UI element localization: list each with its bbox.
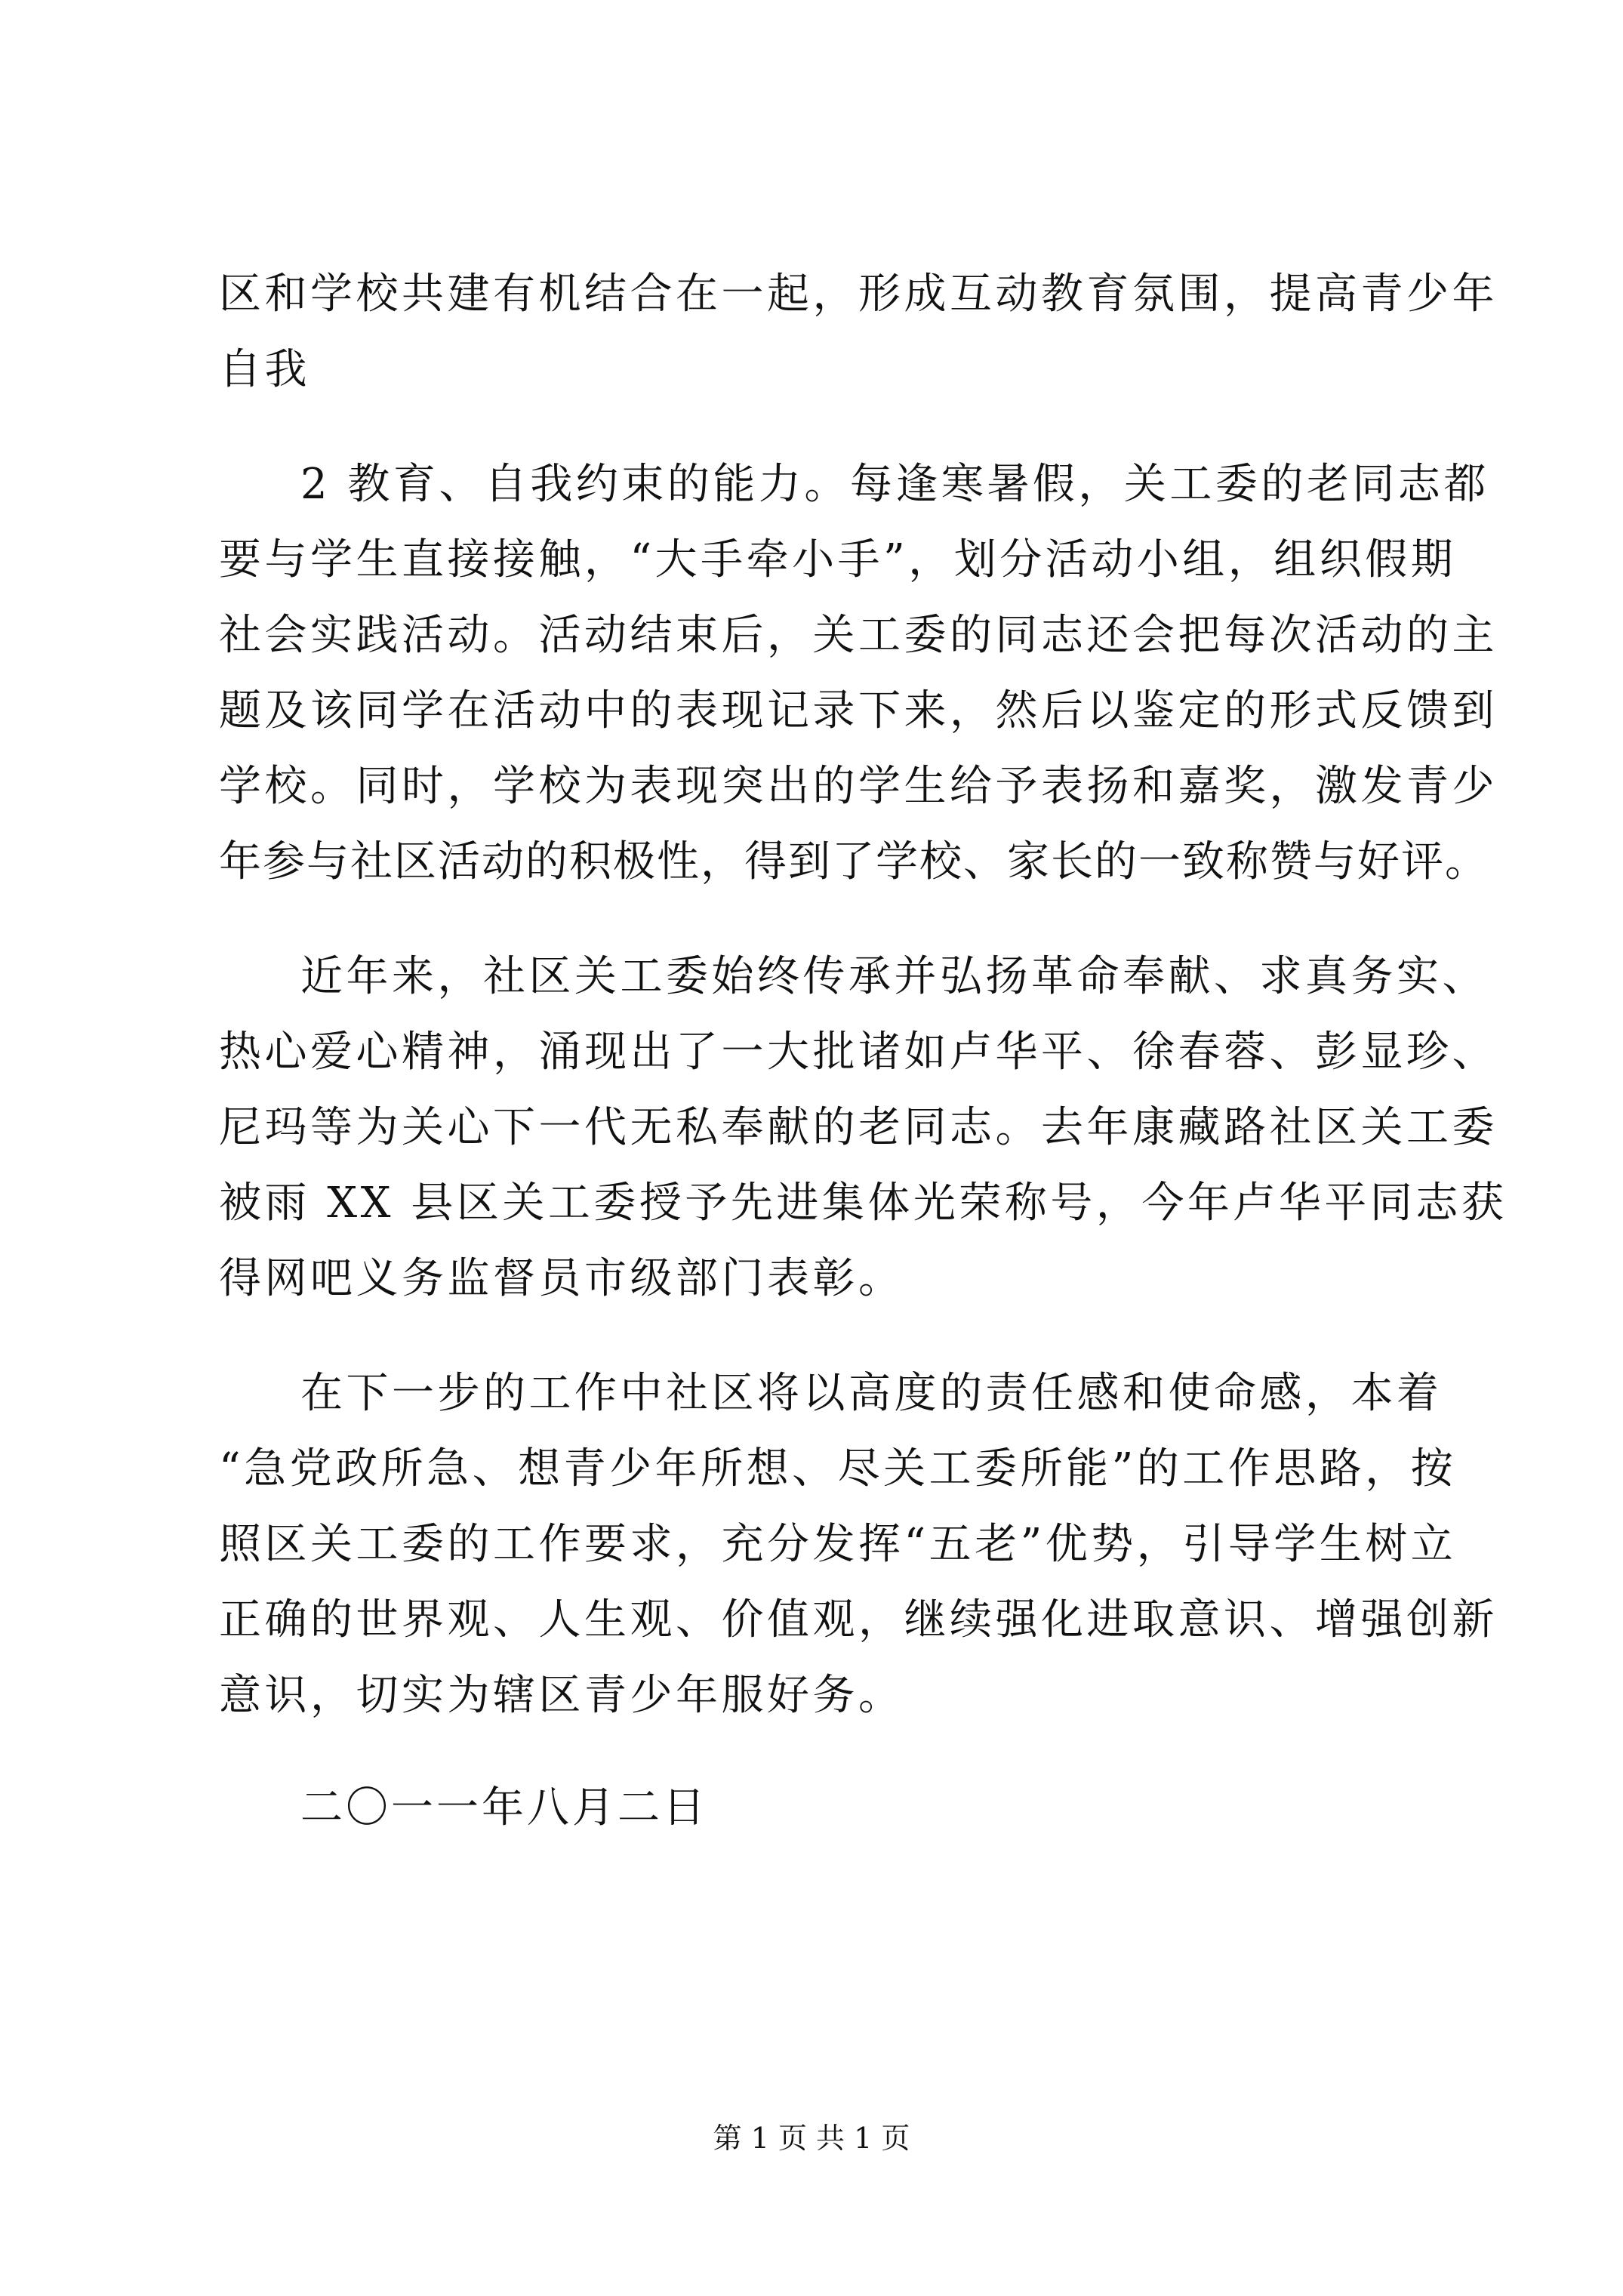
text-line: 热心爱心精神，涌现出了一大批诸如卢华平、徐春蓉、彭显珍、 [219, 1028, 1498, 1077]
text-line: 要与学生直接接触，“大手牵小手”，划分活动小组，组织假期 [219, 535, 1457, 584]
text-line: 近年来，社区关工委始终传承并弘扬革命奉献、求真务实、 [300, 952, 1488, 1001]
text-line: 照区关工委的工作要求，充分发挥“五老”优势，引导学生树立 [219, 1520, 1457, 1569]
text-line: 区和学校共建有机结合在一起，形成互动教育氛围，提高青少年 [219, 270, 1498, 319]
text-line: 题及该同学在活动中的表现记录下来，然后以鉴定的形式反馈到 [219, 686, 1498, 735]
document-date: 二〇一一年八月二日 [300, 1783, 708, 1832]
text-line: 学校。同时，学校为表现突出的学生给予表扬和嘉奖，激发青少 [219, 762, 1498, 811]
text-line: 社会实践活动。活动结束后，关工委的同志还会把每次活动的主 [219, 611, 1498, 660]
text-line: 年参与社区活动的积极性，得到了学校、家长的一致称赞与好评。 [219, 837, 1489, 886]
text-line: 得网吧义务监督员市级部门表彰。 [219, 1254, 904, 1303]
text-line: 正确的世界观、人生观、价值观，继续强化进取意识、增强创新 [219, 1595, 1498, 1644]
text-line: 自我 [219, 345, 310, 394]
text-line: “急党政所急、想青少年所想、尽关工委所能”的工作思路，按 [219, 1444, 1457, 1493]
text-line: 尼玛等为关心下一代无私奉献的老同志。去年康藏路社区关工委 [219, 1103, 1498, 1152]
text-line: 2 教育、自我约束的能力。每逢寒暑假，关工委的老同志都 [300, 460, 1489, 509]
document-body [219, 257, 1508, 1734]
text-line: 被雨 XX 县区关工委授予先进集体光荣称号，今年卢华平同志获 [219, 1179, 1508, 1228]
text-line: 意识，切实为辖区青少年服好务。 [219, 1671, 904, 1720]
text-line: 在下一步的工作中社区将以高度的责任感和使命感，本着 [300, 1369, 1443, 1418]
page-footer: 第 1 页 共 1 页 [713, 2122, 910, 2155]
